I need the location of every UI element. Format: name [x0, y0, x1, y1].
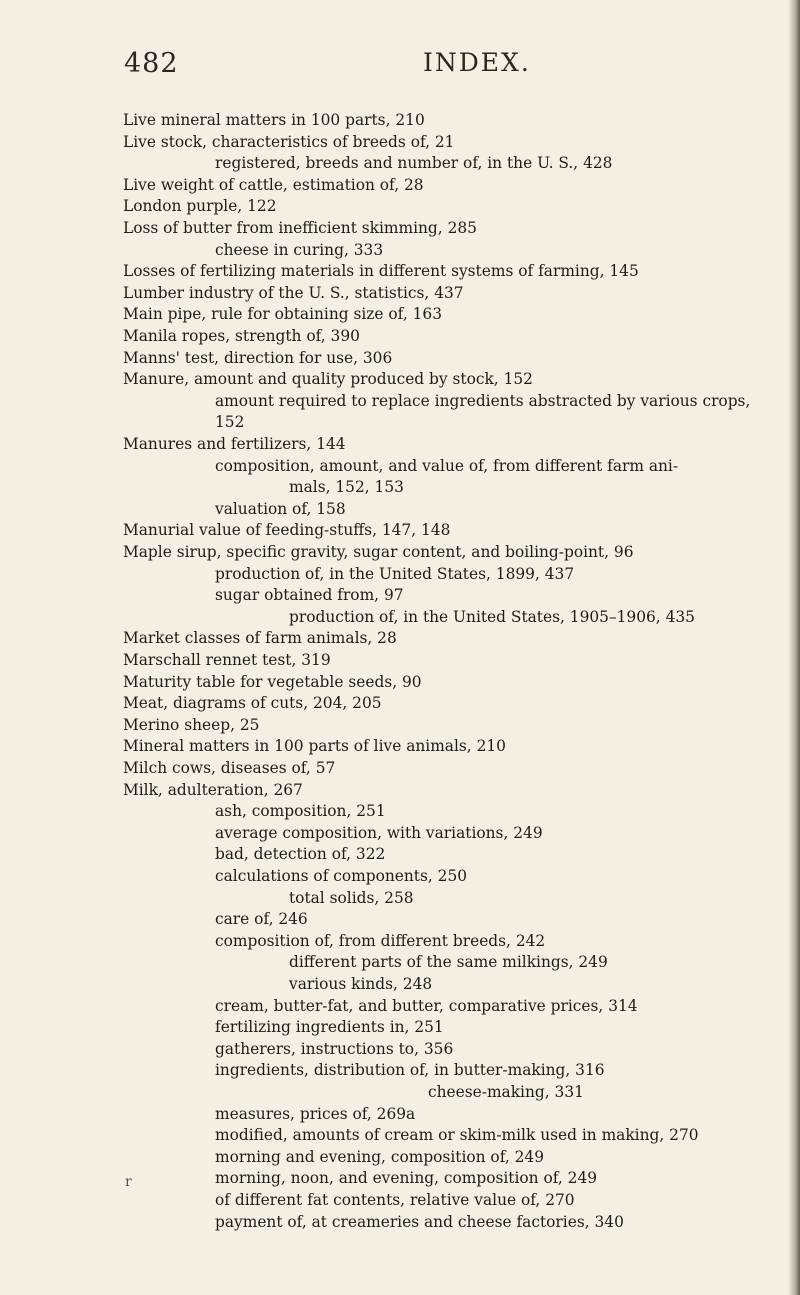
index-entry: Live weight of cattle, estimation of, 28: [123, 175, 424, 194]
index-entry: Manila ropes, strength of, 390: [123, 327, 360, 345]
index-entry: composition, amount, and value of, from different farm ani-: [215, 456, 679, 475]
index-entry: production of, in the United States, 1899, 437: [215, 564, 575, 583]
index-entry: fertilizing ingredients in, 251: [215, 1018, 444, 1037]
index-entry: morning, noon, and evening, composition of, 249: [215, 1169, 598, 1188]
index-entry: Maturity table for vegetable seeds, 90: [123, 672, 422, 691]
index-entry: Losses of fertilizing materials in different systems of farming, 145: [123, 262, 639, 281]
index-entry: Live stock, characteristics of breeds of, 21: [123, 132, 455, 151]
index-entry: 152: [215, 413, 245, 432]
index-entry: Lumber industry of the U. S., statistics, 437: [123, 283, 464, 302]
index-entry: payment of, at creameries and cheese factories, 340: [215, 1212, 624, 1231]
footer-mark: r: [125, 1174, 132, 1190]
index-entry: measures, prices of, 269a: [215, 1104, 416, 1123]
page-header: [0, 48, 800, 88]
index-entry: production of, in the United States, 1905–1906, 435: [289, 607, 695, 626]
index-entry: total solids, 258: [289, 888, 414, 907]
index-entry: Main pipe, rule for obtaining size of, 163: [123, 305, 442, 324]
index-entry: various kinds, 248: [289, 975, 433, 993]
index-entry: average composition, with variations, 249: [215, 823, 543, 842]
index-entry: cheese-making, 331: [428, 1083, 584, 1101]
running-head: INDEX.: [423, 48, 531, 77]
index-entry: care of, 246: [215, 910, 308, 929]
index-entry: valuation of, 158: [215, 499, 346, 518]
index-entry: Market classes of farm animals, 28: [123, 629, 397, 648]
page-number: 482: [124, 48, 179, 79]
index-entry: calculations of components, 250: [215, 867, 468, 885]
index-entry: different parts of the same milkings, 249: [289, 953, 608, 972]
index-entry: Merino sheep, 25: [123, 715, 260, 734]
index-entry: ingredients, distribution of, in butter-making, 316: [215, 1061, 605, 1080]
page-edge-shadow: [788, 0, 800, 1295]
index-entry: bad, detection of, 322: [215, 845, 386, 864]
index-entry: gatherers, instructions to, 356: [215, 1039, 454, 1058]
index-entry: amount required to replace ingredients abstracted by various crops,: [215, 391, 751, 410]
index-entry: cheese in curing, 333: [215, 240, 384, 259]
index-entry: Maple sirup, specific gravity, sugar content, and boiling-point, 96: [123, 543, 634, 561]
index-entry: Live mineral matters in 100 parts, 210: [123, 111, 425, 129]
index-entry: London purple, 122: [123, 197, 277, 216]
index-entry: ash, composition, 251: [215, 802, 386, 821]
index-entry: modified, amounts of cream or skim-milk used in making, 270: [215, 1126, 699, 1145]
index-entry: Milk, adulteration, 267: [123, 780, 303, 799]
index-entry: registered, breeds and number of, in the U. S., 428: [215, 154, 613, 173]
index-entry: Manns' test, direction for use, 306: [123, 348, 393, 367]
index-entry: sugar obtained from, 97: [215, 586, 404, 605]
index-entry: morning and evening, composition of, 249: [215, 1147, 545, 1166]
index-entry: Manurial value of feeding-stuffs, 147, 148: [123, 521, 451, 540]
index-entry: mals, 152, 153: [289, 478, 404, 497]
index-entry: cream, butter-fat, and butter, comparative prices, 314: [215, 996, 638, 1015]
index-entry: composition of, from different breeds, 242: [215, 931, 546, 950]
index-entry: Manures and fertilizers, 144: [123, 435, 346, 453]
index-entry: of different fat contents, relative value of, 270: [215, 1191, 575, 1209]
index-entry: Milch cows, diseases of, 57: [123, 759, 336, 777]
index-entry: Marschall rennet test, 319: [123, 651, 331, 669]
index-entry: Manure, amount and quality produced by stock, 152: [123, 370, 533, 389]
index-entry: Meat, diagrams of cuts, 204, 205: [123, 694, 382, 713]
index-entry: Mineral matters in 100 parts of live animals, 210: [123, 737, 506, 756]
index-entry: Loss of butter from inefficient skimming, 285: [123, 219, 477, 237]
